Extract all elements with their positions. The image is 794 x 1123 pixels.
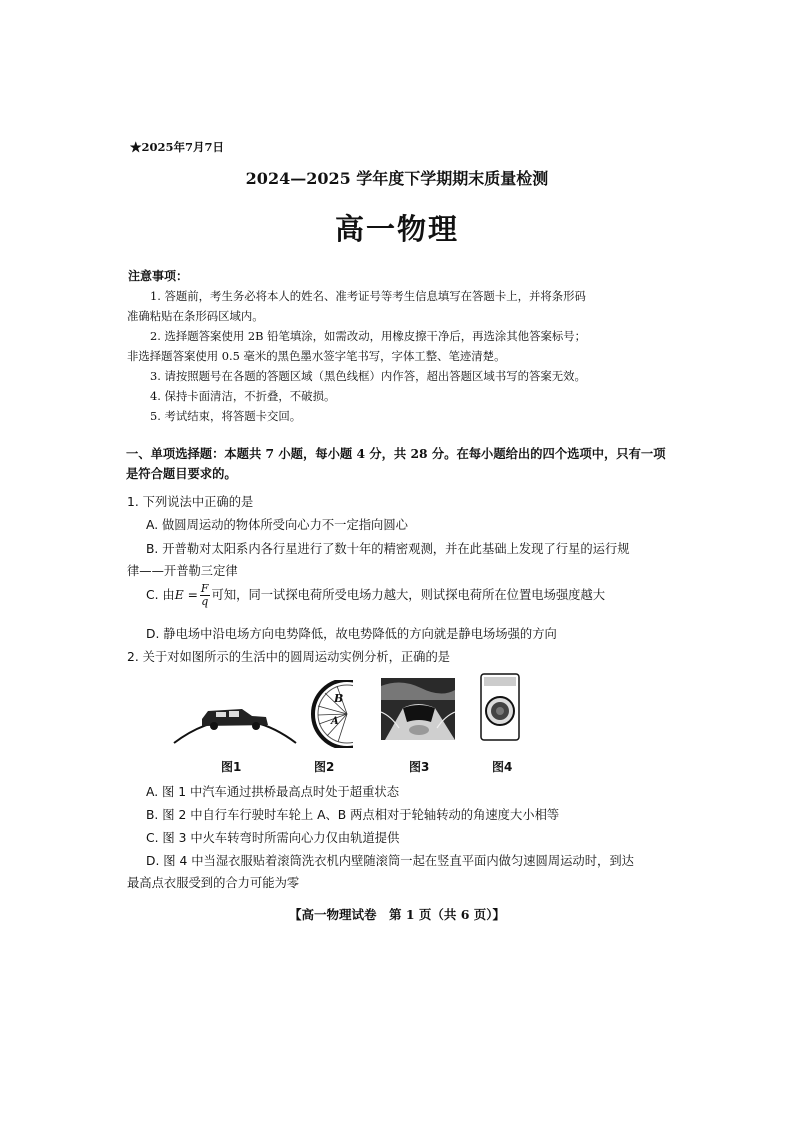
q1-option-d: D. 静电场中沿电场方向电势降低，故电势降低的方向就是静电场场强的方向 bbox=[146, 627, 557, 641]
notice-line: 准确粘贴在条形码区域内。 bbox=[127, 309, 264, 323]
figure-4-washing-machine bbox=[480, 673, 520, 741]
page-footer: 【高一物理试卷 第 1 页（共 6 页）】 bbox=[288, 907, 506, 922]
question-1-stem: 1. 下列说法中正确的是 bbox=[127, 495, 254, 509]
question-2-stem: 2. 关于对如图所示的生活中的圆周运动实例分析，正确的是 bbox=[127, 650, 451, 664]
formula-denominator: q bbox=[201, 595, 209, 608]
point-a-label: A bbox=[331, 716, 339, 727]
notice-line: 5. 考试结束，将答题卡交回。 bbox=[150, 409, 302, 423]
q1-option-c bbox=[146, 583, 605, 608]
q1-option-a: A. 做圆周运动的物体所受向心力不一定指向圆心 bbox=[146, 518, 408, 532]
q2-option-d-cont: 最高点衣服受到的合力可能为零 bbox=[127, 876, 300, 890]
q1-option-b: B. 开普勒对太阳系内各行星进行了数十年的精密观测，并在此基础上发现了行星的运行规 bbox=[146, 542, 630, 556]
formula-lhs: E = bbox=[174, 588, 198, 602]
figure-2-bicycle-wheel bbox=[305, 680, 353, 748]
notice-heading: 注意事项： bbox=[128, 269, 189, 283]
q1-option-c-text: 可知，同一试探电荷所受电场力越大，则试探电荷所在位置电场强度越大 bbox=[211, 588, 606, 602]
figure-1-caption: 图1 bbox=[221, 760, 242, 774]
q2-option-d: D. 图 4 中当湿衣服贴着滚筒洗衣机内壁随滚筒一起在竖直平面内做匀速圆周运动时，到达 bbox=[146, 854, 634, 868]
notice-line: 非选择题答案使用 0.5 毫米的黑色墨水签字笔书写，字体工整、笔迹清楚。 bbox=[127, 349, 506, 363]
figure-3-caption: 图3 bbox=[409, 760, 430, 774]
figure-3-train-turning bbox=[381, 678, 455, 740]
point-b-label: B bbox=[334, 692, 344, 705]
figure-4-caption: 图4 bbox=[492, 760, 513, 774]
exam-date: ★2025年7月7日 bbox=[130, 140, 225, 154]
notice-line: 4. 保持卡面清洁，不折叠，不破损。 bbox=[150, 389, 336, 403]
q1-option-b-cont: 律——开普勒三定律 bbox=[127, 564, 238, 578]
notice-line: 3. 请按照题号在各题的答题区域（黑色线框）内作答，超出答题区域书写的答案无效。 bbox=[150, 369, 586, 383]
section-heading: 一、单项选择题：本题共 7 小题，每小题 4 分，共 28 分。在每小题给出的四个选项中，只有一项是符合题目要求的。 bbox=[126, 446, 666, 481]
notice-line: 1. 答题前，考生务必将本人的姓名、准考证号等考生信息填写在答题卡上，并将条形码 bbox=[150, 289, 586, 303]
exam-title: 2024—2025 学年度下学期期末质量检测 bbox=[245, 169, 549, 188]
q2-option-a: A. 图 1 中汽车通过拱桥最高点时处于超重状态 bbox=[146, 785, 399, 799]
formula-numerator: F bbox=[200, 582, 209, 595]
figure-1-car-on-bridge bbox=[170, 695, 300, 747]
q2-option-c: C. 图 3 中火车转弯时所需向心力仅由轨道提供 bbox=[146, 831, 400, 845]
figure-2-caption: 图2 bbox=[314, 760, 335, 774]
notice-line: 2. 选择题答案使用 2B 铅笔填涂，如需改动，用橡皮擦干净后，再选涂其他答案标号； bbox=[150, 329, 587, 343]
formula-fraction bbox=[200, 583, 210, 608]
q2-option-b: B. 图 2 中自行车行驶时车轮上 A、B 两点相对于轮轴转动的角速度大小相等 bbox=[146, 808, 560, 822]
subject-title: 高一物理 bbox=[334, 212, 459, 246]
q1-option-c-prefix: C. 由 bbox=[146, 588, 175, 602]
